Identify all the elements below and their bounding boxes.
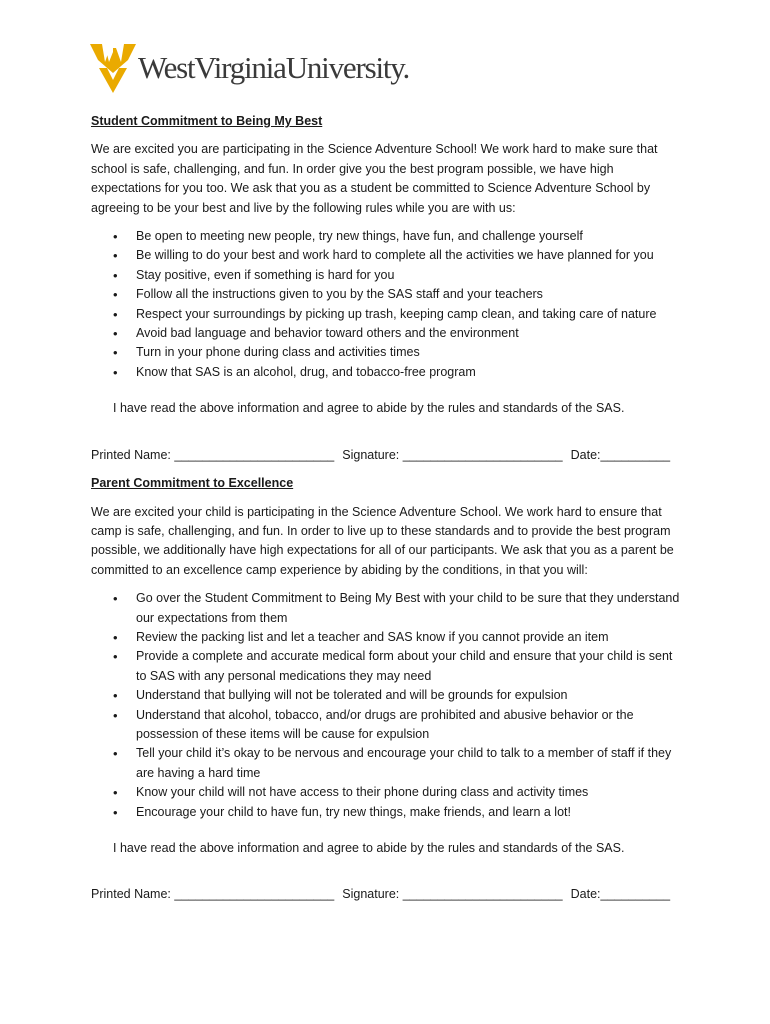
list-item: • Go over the Student Commitment to Being My Best with your child to be sure that they understand our expectations from them (91, 589, 683, 628)
list-item: • Be willing to do your best and work hard to complete all the activities we have planned for you (91, 246, 683, 265)
printed-name-field[interactable]: Printed Name: _______________________ (91, 447, 335, 462)
wvu-wordmark: WestVirginiaUniversity. (138, 50, 410, 85)
student-agreement: I have read the above information and agree to abide by the rules and standards of the SAS. (113, 401, 625, 416)
student-signature-line (91, 446, 683, 465)
list-item: • Turn in your phone during class and activities times (91, 343, 683, 362)
list-item: • Respect your surroundings by picking up trash, keeping camp clean, and taking care of nature (91, 305, 683, 324)
list-item: • Stay positive, even if something is hard for you (91, 266, 683, 285)
printed-name-field[interactable]: Printed Name: _______________________ (91, 887, 335, 902)
parent-heading: Parent Commitment to Excellence (91, 476, 294, 491)
signature-field[interactable]: Signature: _______________________ (342, 887, 563, 902)
date-field[interactable]: Date:__________ (570, 447, 671, 462)
list-item: • Know that SAS is an alcohol, drug, and tobacco-free program (91, 363, 683, 382)
parent-agreement: I have read the above information and agree to abide by the rules and standards of the SAS. (113, 841, 625, 855)
student-heading: Student Commitment to Being My Best (91, 114, 323, 128)
signature-field[interactable]: Signature: _______________________ (342, 447, 563, 462)
list-item: • Encourage your child to have fun, try new things, make friends, and learn a lot! (91, 803, 683, 822)
date-field[interactable]: Date:__________ (570, 887, 671, 902)
list-item: • Tell your child it’s okay to be nervous and encourage your child to talk to a member of staff if they are having a hard time (91, 744, 683, 783)
list-item: • Be open to meeting new people, try new things, have fun, and challenge yourself (91, 227, 683, 246)
list-item: • Avoid bad language and behavior toward others and the environment (91, 324, 683, 343)
student-rules-list (91, 227, 683, 382)
list-item: • Provide a complete and accurate medical form about your child and ensure that your child is sent to SAS with any personal medications they may need (91, 647, 683, 686)
student-intro: We are excited you are participating in the Science Adventure School! We work hard to make sure that school is safe, challenging, and fun. In order give you the best program possible, we have high expectations for you too. We ask that you as a student be committed to Science Adventure School by agreeing to be your best and live by the following rules while you are with us: (91, 142, 658, 215)
document-body (91, 112, 683, 905)
list-item: • Understand that bullying will not be tolerated and will be grounds for expulsion (91, 686, 683, 705)
wvu-logo (90, 40, 410, 96)
parent-intro: We are excited your child is participating in the Science Adventure School. We work hard to ensure that camp is safe, challenging, and fun. In order to live up to these standards and to provide the best program possible, we additionally have high expectations for all of our participants. We ask that you as a parent be committed to an excellence camp experience by abiding by the conditions, in that you will: (91, 504, 674, 577)
list-item: • Follow all the instructions given to you by the SAS staff and your teachers (91, 285, 683, 304)
list-item: • Understand that alcohol, tobacco, and/or drugs are prohibited and abusive behavior or the possession of these items will be cause for expulsion (91, 706, 683, 745)
parent-rules-list (91, 589, 683, 822)
flying-wv-icon (90, 40, 136, 94)
list-item: • Know your child will not have access to their phone during class and activity times (91, 783, 683, 802)
parent-signature-line (91, 885, 683, 904)
list-item: • Review the packing list and let a teacher and SAS know if you cannot provide an item (91, 628, 683, 647)
